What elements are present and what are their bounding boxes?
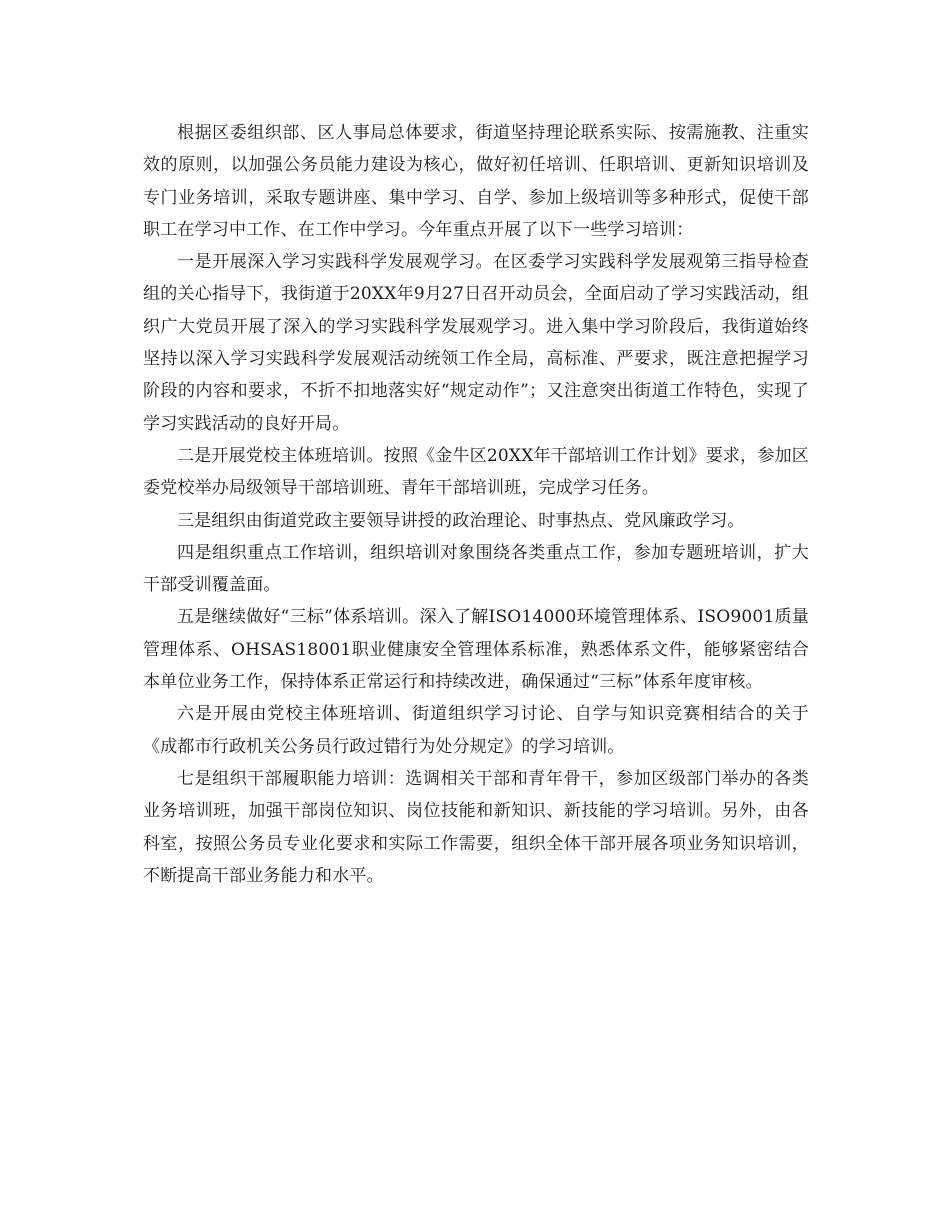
paragraph-item-7: 七是组织干部履职能力培训：选调相关干部和青年骨干，参加区级部门举办的各类业务培训班，加强干部岗位知识、岗位技能和新知识、新技能的学习培训。另外，由各科室，按照公务员专业化要求和实际工作需要，组织全体干部开展各项业务知识培训，不断提高干部业务能力和水平。 (143, 768, 809, 886)
paragraph-item-1: 一是开展深入学习实践科学发展观学习。在区委学习实践科学发展观第三指导检查组的关心指导下，我街道于20XX年9月27日召开动员会，全面启动了学习实践活动，组织广大党员开展了深入的学习实践科学发展观学习。进入集中学习阶段后，我街道始终坚持以深入学习实践科学发展观活动统领工作全局，高标准、严要求，既注意把握学习阶段的内容和要求，不折不扣地落实好“规定动作”；又注意突出街道工作特色，实现了学习实践活动的良好开局。 (143, 252, 809, 434)
paragraph-item-6: 六是开展由党校主体班培训、街道组织学习讨论、自学与知识竞赛相结合的关于《成都市行政机关公务员行政过错行为处分规定》的学习培训。 (143, 704, 809, 757)
paragraph-item-3: 三是组织由街道党政主要领导讲授的政治理论、时事热点、党风廉政学习。 (177, 510, 745, 531)
paragraph-intro: 根据区委组织部、区人事局总体要求，街道坚持理论联系实际、按需施教、注重实效的原则，以加强公务员能力建设为核心，做好初任培训、任职培训、更新知识培训及专门业务培训，采取专题讲座、集中学习、自学、参加上级培训等多种形式，促使干部职工在学习中工作、在工作中学习。今年重点开展了以下一些学习培训： (143, 123, 809, 240)
paragraph-item-5: 五是继续做好“三标”体系培训。深入了解ISO14000环境管理体系、ISO9001质量管理体系、OHSAS18001职业健康安全管理体系标准，熟悉体系文件，能够紧密结合本单位业务工作，保持体系正常运行和持续改进，确保通过“三标”体系年度审核。 (143, 607, 809, 693)
paragraph-item-2: 二是开展党校主体班培训。按照《金牛区20XX年干部培训工作计划》要求，参加区委党校举办局级领导干部培训班、青年干部培训班，完成学习任务。 (143, 445, 809, 499)
paragraph-item-4: 四是组织重点工作培训，组织培训对象围绕各类重点工作，参加专题班培训，扩大干部受训覆盖面。 (143, 542, 809, 596)
document-page (143, 117, 809, 892)
